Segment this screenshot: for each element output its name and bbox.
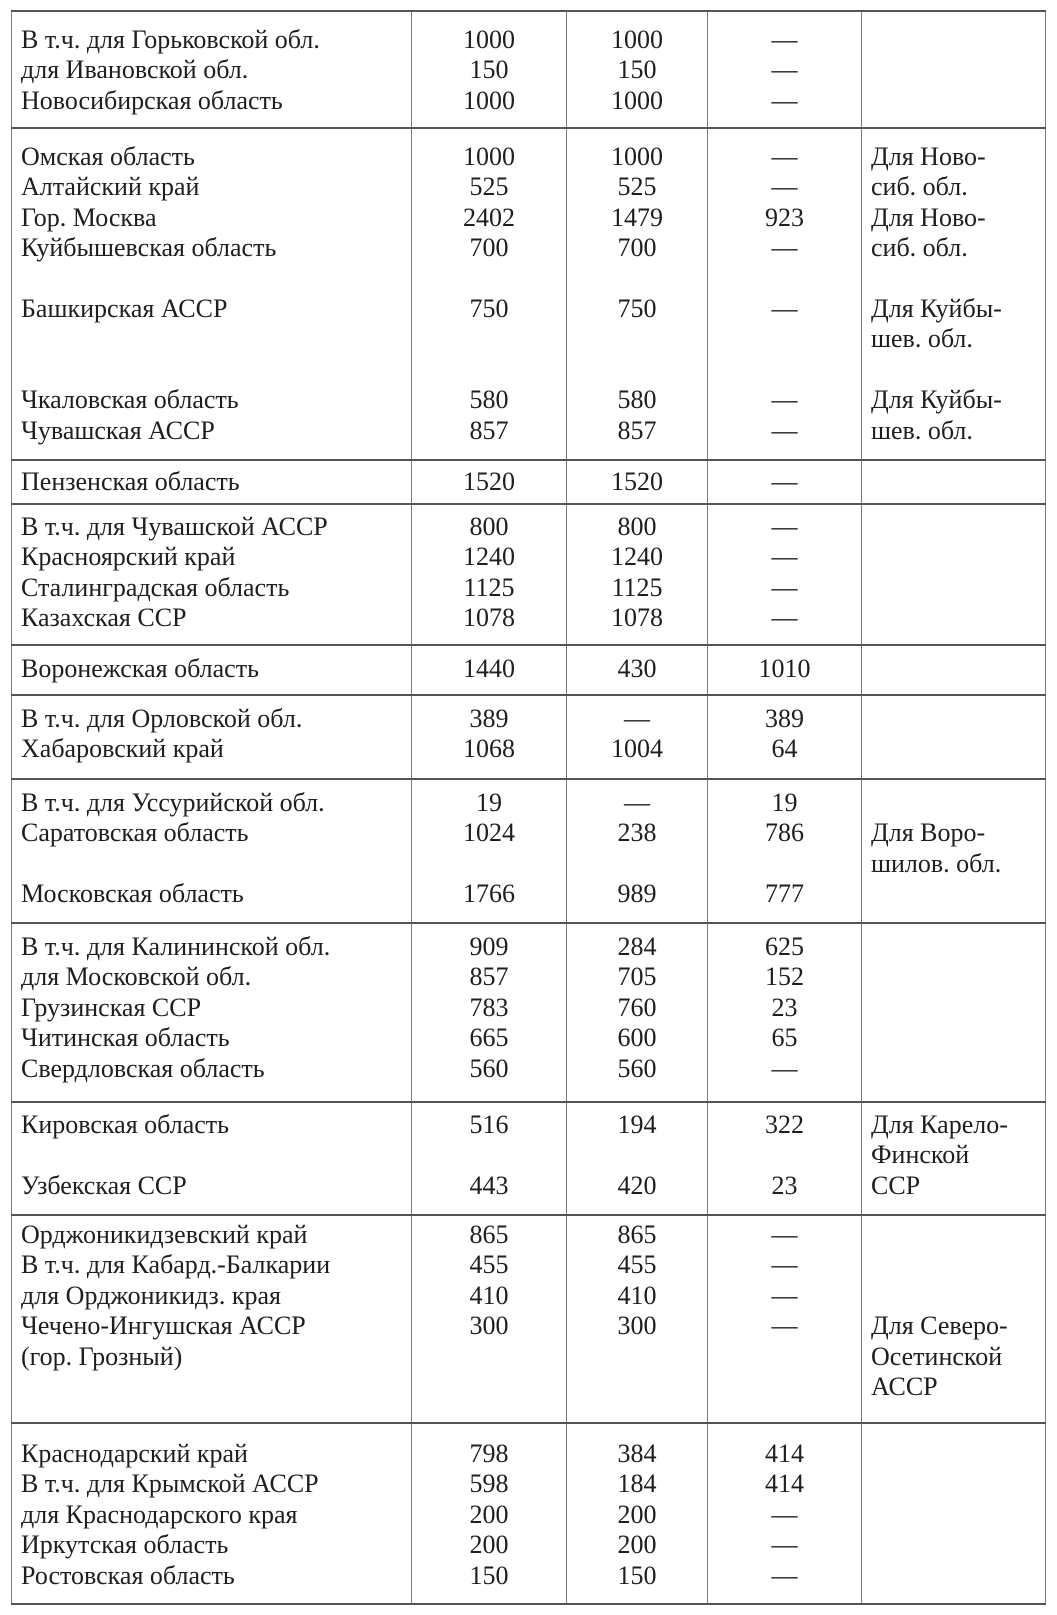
value-c2: 1479 [611, 202, 663, 232]
value-c1: 783 [469, 992, 509, 1022]
value-c3: — [771, 142, 798, 171]
value-c3: — [771, 467, 798, 496]
region-name: Чкаловская область [21, 385, 239, 415]
value-c2: 1000 [611, 142, 663, 171]
blank-line [708, 1140, 861, 1170]
note-line [871, 1220, 1045, 1250]
value-c3: — [771, 85, 798, 115]
value-c3: 414 [765, 1469, 804, 1499]
value-c3: — [771, 603, 798, 633]
region-name: Чечено-Ингушская АССР [21, 1311, 306, 1341]
value-c3: — [771, 172, 798, 202]
note-line: шев. обл. [871, 324, 973, 354]
value-c1: 1000 [463, 85, 515, 115]
note-line: шев. обл. [871, 415, 973, 445]
value-c3: — [771, 1280, 798, 1310]
note-cell [862, 11, 1046, 128]
region-cell [12, 460, 412, 504]
blank-line [567, 355, 707, 385]
value-c1: 516 [469, 1110, 509, 1139]
total-cell [412, 128, 567, 460]
value-c1: 200 [469, 1530, 509, 1560]
note-cell [862, 923, 1046, 1102]
region-name: Хабаровский край [21, 734, 224, 764]
value-c3: 625 [765, 932, 804, 961]
region-name: Ростовская область [21, 1560, 235, 1590]
region-name: Красноярский край [21, 542, 236, 572]
region-name: Алтайский край [21, 172, 200, 202]
value-c1: 1078 [463, 603, 515, 633]
col3-cell [708, 1423, 862, 1604]
region-name: В т.ч. для Уссурийской обл. [21, 788, 325, 817]
note-line: Для Северо- [871, 1311, 1008, 1341]
region-cell [12, 923, 412, 1102]
value-c2: 800 [617, 512, 657, 541]
region-name: Чувашская АССР [21, 415, 215, 445]
value-c1: 665 [469, 1023, 509, 1053]
value-c2: 420 [617, 1170, 657, 1200]
value-c3: — [771, 1220, 798, 1249]
value-c2: 1125 [611, 572, 663, 602]
note-line [871, 788, 1045, 818]
region-cell [12, 695, 412, 779]
value-c2: 300 [617, 1311, 657, 1341]
region-name: Омская область [21, 142, 195, 171]
value-c3: 1010 [758, 654, 811, 683]
value-c2: 600 [617, 1023, 657, 1053]
value-c3: — [771, 25, 798, 54]
note-line: Для Ново- [871, 202, 986, 232]
col2-cell [567, 11, 708, 128]
region-name: В т.ч. для Кабард.-Балкарии [21, 1250, 331, 1280]
col3-cell [708, 460, 862, 504]
blank-line [708, 355, 861, 385]
region-cell [12, 1102, 412, 1215]
region-name: Пензенская область [21, 467, 240, 496]
total-cell [412, 1215, 567, 1423]
note-line: АССР [871, 1371, 938, 1401]
value-c1: 150 [469, 1560, 509, 1590]
value-c1: 1068 [463, 734, 515, 764]
value-c1 [412, 1342, 566, 1372]
note-cell [862, 779, 1046, 923]
note-line [871, 264, 1045, 294]
region-cell [12, 779, 412, 923]
region-cell [12, 1215, 412, 1423]
table-row-group [12, 779, 1046, 923]
value-c2: 284 [617, 932, 657, 961]
value-c1: 857 [469, 962, 509, 992]
table-row-group [12, 504, 1046, 645]
value-c1: 598 [469, 1469, 509, 1499]
region-name: Иркутская область [21, 1530, 229, 1560]
value-c3: 777 [765, 879, 804, 909]
value-c1: 1766 [463, 879, 515, 909]
region-name: Воронежская область [21, 654, 259, 683]
blank-line [21, 324, 411, 354]
total-cell [412, 460, 567, 504]
value-c2: 194 [617, 1110, 657, 1139]
note-line: шилов. обл. [871, 848, 1002, 878]
value-c2: 580 [617, 385, 657, 415]
value-c3: — [771, 293, 798, 323]
value-c1: 1125 [463, 572, 515, 602]
allocation-table [11, 10, 1046, 1605]
col2-cell [567, 1423, 708, 1604]
note-line: сиб. обл. [871, 172, 968, 202]
blank-line [708, 264, 861, 294]
value-c3: — [771, 1311, 798, 1341]
value-c1: 1000 [463, 25, 515, 54]
blank-line [708, 324, 861, 354]
region-name: Кировская область [21, 1110, 230, 1139]
value-c2: 150 [617, 1560, 657, 1590]
region-name: Читинская область [21, 1023, 230, 1053]
col2-cell [567, 1215, 708, 1423]
region-name: для Орджоникидз. края [21, 1280, 281, 1310]
region-name: Орджоникидзевский край [21, 1220, 308, 1249]
region-name: для Краснодарского края [21, 1499, 298, 1529]
col2-cell [567, 923, 708, 1102]
value-c1: 857 [469, 415, 509, 445]
table-row-group [12, 1215, 1046, 1423]
col3-cell [708, 11, 862, 128]
value-c1: 865 [469, 1220, 509, 1249]
value-c1: 560 [469, 1053, 509, 1083]
value-c1: 1024 [463, 818, 515, 848]
value-c3: — [771, 233, 798, 263]
col2-cell [567, 504, 708, 645]
value-c2: 1004 [611, 734, 663, 764]
region-cell [12, 128, 412, 460]
region-name: Гор. Москва [21, 202, 157, 232]
region-cell [12, 504, 412, 645]
blank-line [412, 324, 566, 354]
region-name: Свердловская область [21, 1053, 265, 1083]
value-c2: 560 [617, 1053, 657, 1083]
value-c1: 1440 [463, 654, 515, 683]
value-c3: 19 [771, 788, 798, 817]
region-name: Грузинская ССР [21, 992, 202, 1022]
note-line [871, 1281, 1045, 1311]
value-c3: 64 [771, 734, 798, 764]
region-name: Куйбышевская область [21, 233, 277, 263]
total-cell [412, 504, 567, 645]
col2-cell [567, 128, 708, 460]
value-c1: 410 [469, 1280, 509, 1310]
region-name: Краснодарский край [21, 1439, 248, 1468]
note-cell [862, 128, 1046, 460]
value-c3: — [771, 1530, 798, 1560]
note-line [871, 1250, 1045, 1280]
value-c2: 410 [617, 1280, 657, 1310]
col3-cell [708, 923, 862, 1102]
total-cell [412, 923, 567, 1102]
table-row-group [12, 460, 1046, 504]
value-c1: 1000 [463, 142, 515, 171]
value-c2: 760 [617, 992, 657, 1022]
blank-line [412, 355, 566, 385]
value-c3: — [771, 1499, 798, 1529]
total-cell [412, 645, 567, 695]
value-c2: — [624, 704, 650, 733]
table-row-group [12, 695, 1046, 779]
value-c3: 152 [765, 962, 804, 992]
value-c3: — [771, 415, 798, 445]
value-c3 [708, 1342, 861, 1372]
note-line: Для Ново- [871, 142, 986, 171]
note-line: ССР [871, 1170, 921, 1200]
blank-line [567, 324, 707, 354]
value-c2: 865 [617, 1220, 657, 1249]
value-c3: — [771, 1250, 798, 1280]
blank-line [412, 1140, 566, 1170]
note-cell [862, 460, 1046, 504]
value-c1: 1520 [463, 467, 515, 496]
value-c1: 300 [469, 1311, 509, 1341]
value-c1: 580 [469, 385, 509, 415]
value-c2: 238 [617, 818, 657, 848]
col2-cell [567, 779, 708, 923]
region-name: В т.ч. для Горьковской обл. [21, 25, 320, 54]
total-cell [412, 1423, 567, 1604]
note-line: Для Куйбы- [871, 385, 1002, 415]
col3-cell [708, 695, 862, 779]
region-name: Московская область [21, 879, 244, 909]
region-name: В т.ч. для Крымской АССР [21, 1469, 319, 1499]
col2-cell [567, 460, 708, 504]
total-cell [412, 779, 567, 923]
note-cell [862, 1215, 1046, 1423]
value-c1: 1240 [463, 542, 515, 572]
blank-line [567, 264, 707, 294]
region-name: Башкирская АССР [21, 293, 228, 323]
value-c2: 184 [617, 1469, 657, 1499]
col2-cell [567, 1102, 708, 1215]
table-row-group [12, 1423, 1046, 1604]
value-c2: 200 [617, 1499, 657, 1529]
col3-cell [708, 1215, 862, 1423]
table-row-group [12, 923, 1046, 1102]
region-name: Казахская ССР [21, 603, 187, 633]
note-line: Для Куйбы- [871, 293, 1002, 323]
value-c1: 525 [469, 172, 509, 202]
region-cell [12, 645, 412, 695]
col3-cell [708, 504, 862, 645]
value-c1: 750 [469, 293, 509, 323]
blank-line [21, 1140, 411, 1170]
value-c3: — [771, 1053, 798, 1083]
value-c2: 525 [617, 172, 657, 202]
value-c3: — [771, 512, 798, 541]
region-name: Узбекская ССР [21, 1170, 187, 1200]
value-c2: 384 [617, 1439, 657, 1468]
blank-line [21, 849, 411, 879]
region-name: (гор. Грозный) [21, 1341, 183, 1371]
value-c1: 2402 [463, 202, 515, 232]
value-c3: — [771, 542, 798, 572]
blank-line [21, 264, 411, 294]
value-c1: 700 [469, 233, 509, 263]
region-name: Новосибирская область [21, 85, 283, 115]
value-c2: 857 [617, 415, 657, 445]
table-row-group [12, 645, 1046, 695]
value-c3: 923 [765, 202, 804, 232]
value-c2: 750 [617, 293, 657, 323]
note-cell [862, 1423, 1046, 1604]
value-c2: 430 [617, 654, 657, 683]
value-c3: — [771, 55, 798, 85]
value-c2 [567, 1342, 707, 1372]
value-c3: — [771, 385, 798, 415]
value-c3: — [771, 1560, 798, 1590]
value-c3: 389 [765, 704, 804, 733]
col2-cell [567, 695, 708, 779]
region-cell [12, 1423, 412, 1604]
value-c3: 65 [771, 1023, 798, 1053]
value-c2: 455 [617, 1250, 657, 1280]
col3-cell [708, 128, 862, 460]
col3-cell [708, 779, 862, 923]
region-name: Саратовская область [21, 818, 249, 848]
total-cell [412, 11, 567, 128]
note-line: Финской [871, 1140, 970, 1170]
value-c1: 150 [469, 55, 509, 85]
value-c2: 150 [617, 55, 657, 85]
table-body [12, 11, 1046, 1604]
value-c3: 414 [765, 1439, 804, 1468]
region-cell [12, 11, 412, 128]
col3-cell [708, 645, 862, 695]
value-c1: 389 [469, 704, 509, 733]
value-c2: 1240 [611, 542, 663, 572]
note-cell [862, 1102, 1046, 1215]
value-c3: 786 [765, 818, 804, 848]
note-line: Для Воро- [871, 818, 986, 848]
blank-line [567, 849, 707, 879]
blank-line [708, 849, 861, 879]
value-c2: 700 [617, 233, 657, 263]
table-row-group [12, 1102, 1046, 1215]
value-c2: 1078 [611, 603, 663, 633]
note-line: Осетинской [871, 1341, 1003, 1371]
total-cell [412, 1102, 567, 1215]
blank-line [21, 355, 411, 385]
value-c2: 989 [617, 879, 657, 909]
value-c2: 705 [617, 962, 657, 992]
blank-line [412, 849, 566, 879]
value-c2: 200 [617, 1530, 657, 1560]
value-c2: 1000 [611, 25, 663, 54]
region-name: Сталинградская область [21, 572, 290, 602]
value-c1: 455 [469, 1250, 509, 1280]
value-c1: 19 [476, 788, 502, 817]
value-c2: 1000 [611, 85, 663, 115]
region-name: для Ивановской обл. [21, 55, 249, 85]
col3-cell [708, 1102, 862, 1215]
blank-line [412, 264, 566, 294]
region-name: В т.ч. для Калининской обл. [21, 932, 331, 961]
value-c2: — [624, 788, 650, 817]
value-c3: 322 [765, 1110, 804, 1139]
blank-line [567, 1140, 707, 1170]
note-line: сиб. обл. [871, 233, 968, 263]
note-cell [862, 645, 1046, 695]
region-name: В т.ч. для Чувашской АССР [21, 512, 328, 541]
region-name: В т.ч. для Орловской обл. [21, 704, 303, 733]
note-line: Для Карело- [871, 1110, 1008, 1139]
note-cell [862, 695, 1046, 779]
value-c1: 800 [469, 512, 509, 541]
table-row-group [12, 11, 1046, 128]
value-c3: — [771, 572, 798, 602]
table-row-group [12, 128, 1046, 460]
note-line [871, 355, 1045, 385]
value-c3: 23 [771, 992, 798, 1022]
value-c1: 443 [469, 1170, 509, 1200]
value-c3: 23 [771, 1170, 798, 1200]
region-name: для Московской обл. [21, 962, 252, 992]
value-c1: 200 [469, 1499, 509, 1529]
value-c1: 798 [469, 1439, 509, 1468]
value-c2: 1520 [611, 467, 663, 496]
value-c1: 909 [469, 932, 509, 961]
note-cell [862, 504, 1046, 645]
col2-cell [567, 645, 708, 695]
total-cell [412, 695, 567, 779]
